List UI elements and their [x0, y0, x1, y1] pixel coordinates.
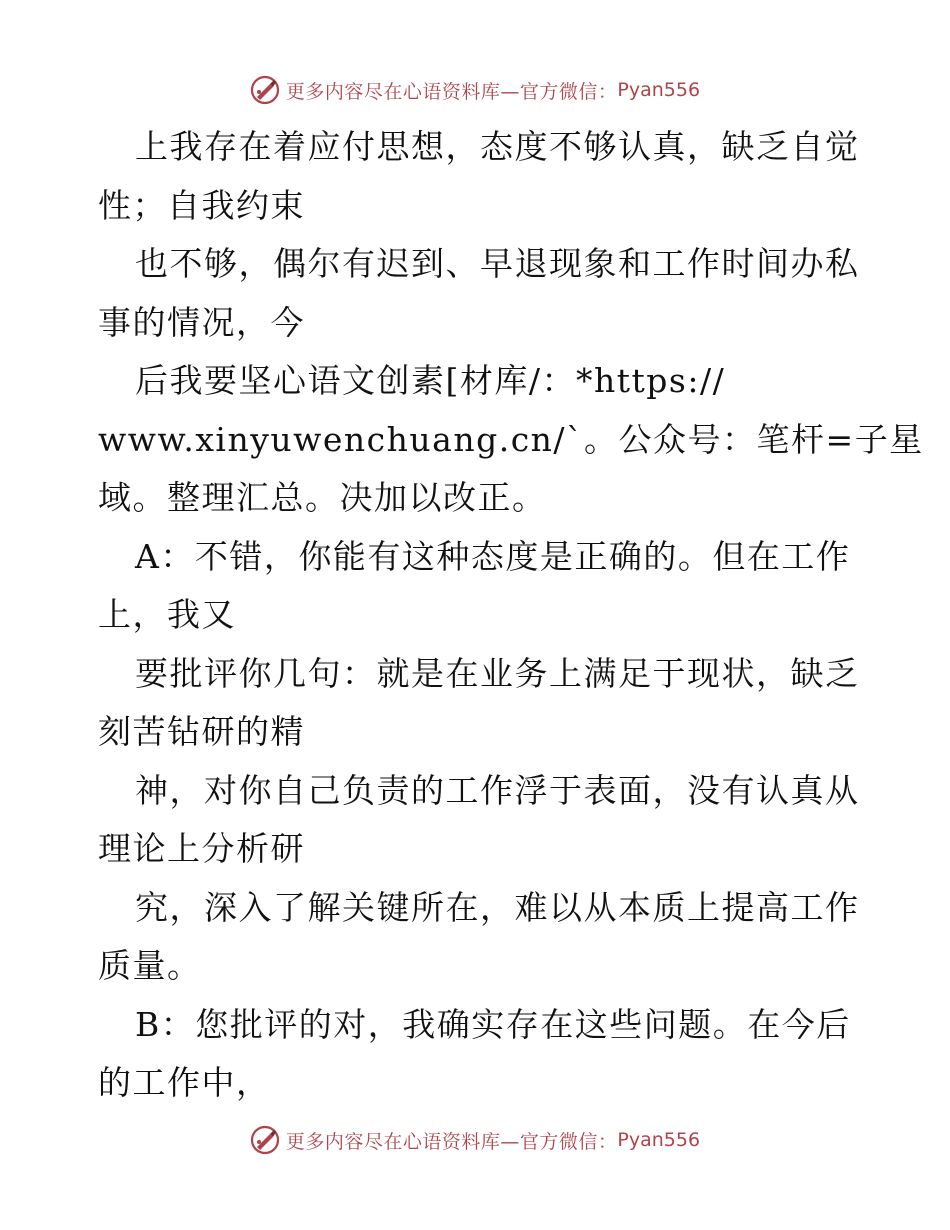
body-line: 性；自我约束	[98, 185, 305, 225]
body-line: 神，对你自己负责的工作浮于表面，没有认真从	[135, 770, 860, 810]
body-line: 也不够，偶尔有迟到、早退现象和工作时间办私	[135, 244, 860, 283]
body-line: 刻苦钻研的精	[98, 712, 305, 751]
body-line: 上我存在着应付思想，态度不够认真，缺乏自觉	[135, 127, 860, 166]
body-line: B：您批评的对，我确实存在这些问题。在今后	[135, 1004, 851, 1044]
pen-logo-icon	[250, 75, 280, 105]
body-line: 究，深入了解关键所在，难以从本质上提高工作	[135, 887, 860, 927]
header-banner	[0, 70, 950, 110]
footer-wechat-id: Pyan556	[617, 1129, 701, 1151]
document-body	[98, 118, 924, 1113]
pen-logo-icon	[250, 1125, 280, 1155]
body-line: 要批评你几句：就是在业务上满足于现状，缺乏	[135, 653, 860, 693]
header-banner-text: 更多内容尽在心语资料库—官方微信：	[285, 80, 618, 103]
body-line: 域。整理汇总。决加以改正。	[98, 478, 547, 517]
body-line: 后我要坚心语文创素[材库/：*https://	[135, 361, 726, 400]
body-line: 理论上分析研	[98, 829, 305, 868]
body-line: 质量。	[98, 946, 202, 985]
header-wechat-id: Pyan556	[617, 79, 701, 101]
body-line: www.xinyuwenchuang.cn/`。公众号：笔杆=子星	[98, 419, 924, 459]
body-line: 事的情况，今	[98, 302, 305, 342]
body-line: A：不错，你能有这种态度是正确的。但在工作	[135, 536, 851, 576]
footer-banner	[0, 1120, 950, 1160]
body-line: 上，我又	[98, 595, 236, 634]
footer-banner-text: 更多内容尽在心语资料库—官方微信：	[285, 1130, 618, 1153]
body-line: 的工作中，	[98, 1063, 271, 1102]
